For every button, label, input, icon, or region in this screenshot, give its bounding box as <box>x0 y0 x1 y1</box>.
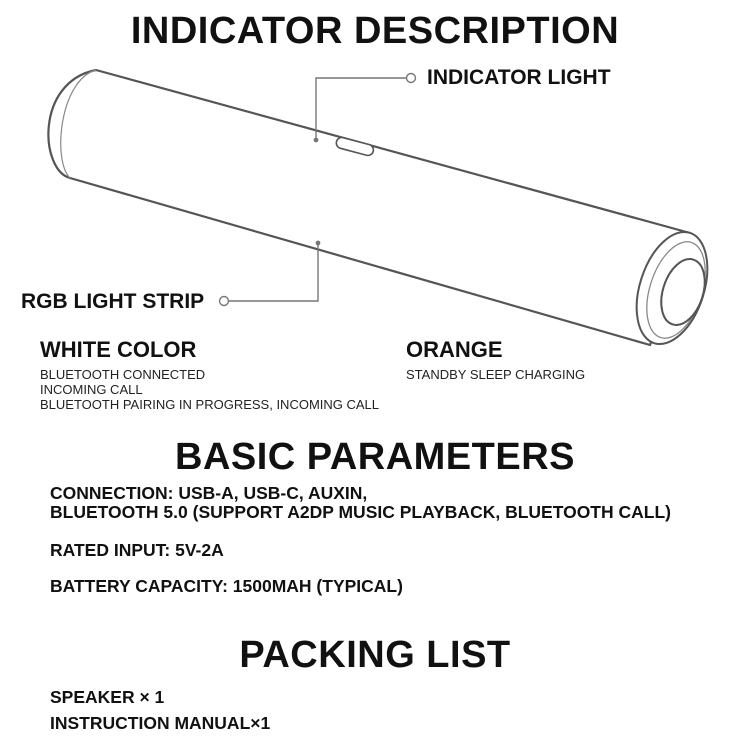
basic-parameters-title: BASIC PARAMETERS <box>175 436 575 478</box>
white-color-descriptions <box>40 367 379 412</box>
connection-line-2: BLUETOOTH 5.0 (SUPPORT A2DP MUSIC PLAYBACK, BLUETOOTH CALL) <box>50 502 671 522</box>
indicator-light-label: INDICATOR LIGHT <box>427 66 611 89</box>
white-color-heading: WHITE COLOR <box>40 337 197 362</box>
packing-item-manual: INSTRUCTION MANUAL×1 <box>50 713 271 733</box>
indicator-light-leader <box>316 78 406 140</box>
white-color-line: INCOMING CALL <box>40 382 143 397</box>
orange-line: STANDBY SLEEP CHARGING <box>406 367 586 382</box>
indicator-description-title: INDICATOR DESCRIPTION <box>130 10 620 52</box>
orange-heading: ORANGE <box>406 337 503 362</box>
rgb-strip-leader-end <box>220 297 229 306</box>
orange-descriptions <box>406 367 585 382</box>
rgb-strip-leader <box>229 243 318 301</box>
rated-input-param: RATED INPUT: 5V-2A <box>50 540 224 560</box>
packing-item-speaker: SPEAKER × 1 <box>50 687 165 707</box>
rgb-strip-dot <box>316 241 321 246</box>
packing-list-title: PACKING LIST <box>239 634 511 676</box>
connection-param <box>50 484 671 522</box>
indicator-light-leader-end <box>407 74 416 83</box>
battery-capacity-param: BATTERY CAPACITY: 1500MAH (TYPICAL) <box>50 576 403 596</box>
indicator-light-dot <box>314 138 319 143</box>
white-color-line: BLUETOOTH PAIRING IN PROGRESS, INCOMING CALL <box>40 397 380 412</box>
rgb-light-strip-label: RGB LIGHT STRIP <box>21 290 205 313</box>
connection-line-1: CONNECTION: USB-A, USB-C, AUXIN, <box>50 483 368 503</box>
white-color-line: BLUETOOTH CONNECTED <box>40 367 206 382</box>
